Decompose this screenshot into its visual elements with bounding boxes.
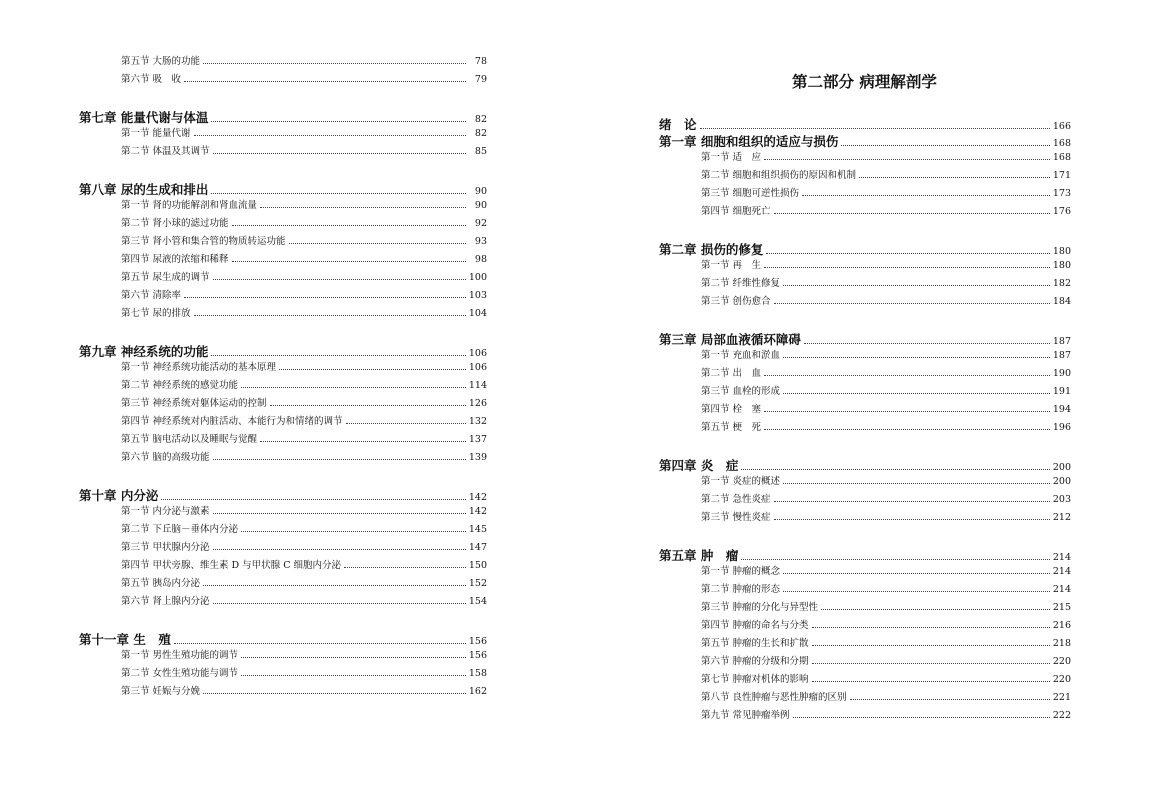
toc-entry-page: 187 bbox=[1052, 336, 1071, 347]
toc-section-entry bbox=[121, 397, 487, 410]
toc-entry-page: 142 bbox=[468, 492, 487, 503]
toc-entry-page: 168 bbox=[1052, 152, 1071, 163]
toc-entry-page: 196 bbox=[1052, 422, 1071, 433]
dot-leader bbox=[213, 513, 466, 514]
toc-entry-page: 78 bbox=[474, 56, 487, 67]
dot-leader bbox=[279, 369, 466, 370]
dot-leader bbox=[213, 459, 466, 460]
toc-section-entry bbox=[121, 271, 487, 284]
toc-section-entry bbox=[121, 307, 487, 320]
toc-entry-title: 第九章 神经系统的功能 bbox=[79, 344, 209, 359]
dot-leader bbox=[344, 567, 466, 568]
toc-entry-title: 第三节 肾小管和集合管的物质转运功能 bbox=[121, 236, 286, 247]
toc-entry-page: 106 bbox=[468, 362, 487, 373]
toc-entry-title: 第三章 局部血液循环障碍 bbox=[659, 332, 801, 347]
toc-section-entry bbox=[701, 475, 1071, 488]
toc-entry-title: 第一节 能量代谢 bbox=[121, 128, 191, 139]
dot-leader bbox=[213, 153, 466, 154]
toc-entry-title: 第五节 胰岛内分泌 bbox=[121, 578, 201, 589]
toc-entry-title: 第二节 肿瘤的形态 bbox=[701, 584, 781, 595]
toc-section-entry bbox=[701, 295, 1071, 308]
dot-leader bbox=[346, 423, 466, 424]
toc-section-entry bbox=[701, 637, 1071, 650]
dot-leader bbox=[203, 585, 466, 586]
toc-section-entry bbox=[701, 709, 1071, 722]
toc-section-entry bbox=[121, 577, 487, 590]
toc-entry-title: 第六节 肿瘤的分级和分期 bbox=[701, 656, 809, 667]
dot-leader bbox=[783, 357, 1050, 358]
dot-leader bbox=[194, 135, 466, 136]
toc-entry-title: 第四节 细胞死亡 bbox=[701, 206, 771, 217]
toc-entry-page: 139 bbox=[468, 452, 487, 463]
toc-entry-title: 第五节 梗 死 bbox=[701, 422, 762, 433]
toc-section-entry bbox=[701, 619, 1071, 632]
toc-section-entry bbox=[121, 289, 487, 302]
dot-leader bbox=[764, 429, 1050, 430]
toc-section-entry bbox=[701, 565, 1071, 578]
toc-entry-page: 171 bbox=[1052, 170, 1071, 181]
dot-leader bbox=[812, 681, 1050, 682]
toc-entry-page: 215 bbox=[1052, 602, 1071, 613]
toc-chapter-entry bbox=[79, 110, 487, 126]
toc-entry-title: 第六节 清除率 bbox=[121, 290, 182, 301]
toc-section-entry bbox=[701, 169, 1071, 182]
toc-section-entry bbox=[701, 259, 1071, 272]
toc-section-entry bbox=[121, 379, 487, 392]
toc-chapter-entry bbox=[659, 134, 1071, 150]
toc-entry-page: 79 bbox=[474, 74, 487, 85]
toc-entry-title: 第五节 脑电活动以及睡眠与觉醒 bbox=[121, 434, 258, 445]
dot-leader bbox=[774, 303, 1050, 304]
toc-section-entry bbox=[121, 685, 487, 698]
toc-section-entry bbox=[121, 541, 487, 554]
toc-section-entry bbox=[121, 451, 487, 464]
toc-entry-page: 106 bbox=[468, 348, 487, 359]
part-title: 第二部分 病理解剖学 bbox=[792, 72, 937, 91]
dot-leader bbox=[766, 253, 1050, 254]
toc-entry-page: 104 bbox=[468, 308, 487, 319]
toc-entry-title: 第三节 甲状腺内分泌 bbox=[121, 542, 210, 553]
toc-entry-title: 第二节 肾小球的滤过功能 bbox=[121, 218, 229, 229]
toc-entry-page: 176 bbox=[1052, 206, 1071, 217]
toc-entry-page: 147 bbox=[468, 542, 487, 553]
toc-entry-title: 第二节 急性炎症 bbox=[701, 494, 771, 505]
toc-entry-title: 第二节 纤维性修复 bbox=[701, 278, 781, 289]
toc-chapter-entry bbox=[659, 332, 1071, 348]
toc-section-entry bbox=[701, 403, 1071, 416]
toc-entry-title: 第二节 神经系统的感觉功能 bbox=[121, 380, 239, 391]
dot-leader bbox=[764, 267, 1050, 268]
dot-leader bbox=[232, 225, 466, 226]
toc-section-entry bbox=[701, 385, 1071, 398]
toc-section-entry bbox=[701, 367, 1071, 380]
dot-leader bbox=[161, 499, 466, 500]
toc-entry-page: 220 bbox=[1052, 656, 1071, 667]
toc-entry-page: 220 bbox=[1052, 674, 1071, 685]
toc-entry-page: 152 bbox=[468, 578, 487, 589]
toc-entry-title: 第四节 栓 塞 bbox=[701, 404, 762, 415]
toc-entry-page: 93 bbox=[474, 236, 487, 247]
dot-leader bbox=[241, 657, 466, 658]
toc-entry-title: 第一章 细胞和组织的适应与损伤 bbox=[659, 134, 839, 149]
toc-entry-title: 第九节 常见肿瘤举例 bbox=[701, 710, 790, 721]
toc-entry-page: 194 bbox=[1052, 404, 1071, 415]
dot-leader bbox=[211, 121, 466, 122]
dot-leader bbox=[194, 315, 466, 316]
dot-leader bbox=[774, 519, 1050, 520]
dot-leader bbox=[174, 643, 466, 644]
toc-entry-page: 132 bbox=[468, 416, 487, 427]
toc-section-entry bbox=[121, 667, 487, 680]
dot-leader bbox=[802, 195, 1050, 196]
toc-section-entry bbox=[121, 523, 487, 536]
dot-leader bbox=[213, 549, 466, 550]
toc-entry-title: 第三节 神经系统对躯体运动的控制 bbox=[121, 398, 267, 409]
toc-section-entry bbox=[121, 505, 487, 518]
toc-entry-page: 103 bbox=[468, 290, 487, 301]
toc-entry-title: 第十一章 生 殖 bbox=[79, 632, 171, 647]
toc-entry-title: 第二章 损伤的修复 bbox=[659, 242, 764, 257]
left-page bbox=[0, 0, 580, 794]
toc-section-entry bbox=[121, 595, 487, 608]
toc-entry-title: 第五节 尿生成的调节 bbox=[121, 272, 210, 283]
toc-entry-page: 85 bbox=[474, 146, 487, 157]
toc-entry-title: 第五节 大肠的功能 bbox=[121, 56, 201, 67]
toc-entry-page: 100 bbox=[468, 272, 487, 283]
toc-entry-title: 第七节 肿瘤对机体的影响 bbox=[701, 674, 809, 685]
toc-section-entry bbox=[701, 583, 1071, 596]
dot-leader bbox=[241, 675, 466, 676]
toc-entry-title: 第一节 充血和淤血 bbox=[701, 350, 781, 361]
toc-entry-title: 第三节 慢性炎症 bbox=[701, 512, 771, 523]
toc-entry-page: 200 bbox=[1052, 462, 1071, 473]
toc-entry-page: 154 bbox=[468, 596, 487, 607]
dot-leader bbox=[211, 355, 466, 356]
toc-entry-title: 第一节 肿瘤的概念 bbox=[701, 566, 781, 577]
toc-entry-title: 第四章 炎 症 bbox=[659, 458, 739, 473]
toc-section-entry bbox=[121, 433, 487, 446]
toc-section-entry bbox=[121, 127, 487, 140]
toc-entry-page: 212 bbox=[1052, 512, 1071, 523]
toc-chapter-entry bbox=[659, 242, 1071, 258]
toc-entry-page: 200 bbox=[1052, 476, 1071, 487]
toc-entry-page: 221 bbox=[1052, 692, 1071, 703]
toc-entry-page: 150 bbox=[468, 560, 487, 571]
toc-entry-page: 173 bbox=[1052, 188, 1071, 199]
toc-entry-page: 137 bbox=[468, 434, 487, 445]
toc-entry-title: 第三节 细胞可逆性损伤 bbox=[701, 188, 800, 199]
toc-section-entry bbox=[121, 199, 487, 212]
toc-chapter-entry bbox=[79, 632, 487, 648]
toc-entry-page: 158 bbox=[468, 668, 487, 679]
toc-entry-title: 第六节 吸 收 bbox=[121, 74, 182, 85]
toc-entry-title: 第十章 内分泌 bbox=[79, 488, 159, 503]
toc-entry-page: 180 bbox=[1052, 246, 1071, 257]
dot-leader bbox=[232, 261, 466, 262]
toc-entry-page: 182 bbox=[1052, 278, 1071, 289]
toc-entry-page: 214 bbox=[1052, 552, 1071, 563]
dot-leader bbox=[203, 63, 466, 64]
toc-entry-title: 第二节 女性生殖功能与调节 bbox=[121, 668, 239, 679]
toc-entry-page: 190 bbox=[1052, 368, 1071, 379]
toc-section-entry bbox=[121, 235, 487, 248]
toc-entry-title: 第六节 肾上腺内分泌 bbox=[121, 596, 210, 607]
toc-entry-title: 第二节 体温及其调节 bbox=[121, 146, 210, 157]
dot-leader bbox=[213, 279, 466, 280]
toc-entry-page: 98 bbox=[474, 254, 487, 265]
toc-entry-page: 203 bbox=[1052, 494, 1071, 505]
toc-entry-title: 第三节 肿瘤的分化与异型性 bbox=[701, 602, 819, 613]
toc-section-entry bbox=[701, 187, 1071, 200]
toc-entry-title: 第五节 肿瘤的生长和扩散 bbox=[701, 638, 809, 649]
toc-entry-title: 第二节 出 血 bbox=[701, 368, 762, 379]
toc-entry-title: 第四节 神经系统对内脏活动、本能行为和情绪的调节 bbox=[121, 416, 343, 427]
dot-leader bbox=[859, 177, 1050, 178]
dot-leader bbox=[741, 559, 1050, 560]
dot-leader bbox=[812, 627, 1050, 628]
toc-section-entry bbox=[701, 655, 1071, 668]
toc-entry-page: 216 bbox=[1052, 620, 1071, 631]
dot-leader bbox=[700, 128, 1050, 129]
toc-entry-page: 145 bbox=[468, 524, 487, 535]
dot-leader bbox=[783, 591, 1050, 592]
dot-leader bbox=[812, 645, 1050, 646]
toc-entry-title: 第三节 血栓的形成 bbox=[701, 386, 781, 397]
toc-entry-page: 126 bbox=[468, 398, 487, 409]
toc-section-entry bbox=[701, 205, 1071, 218]
toc-section-entry bbox=[121, 217, 487, 230]
toc-entry-title: 第三节 妊娠与分娩 bbox=[121, 686, 201, 697]
toc-entry-title: 第七节 尿的排放 bbox=[121, 308, 191, 319]
dot-leader bbox=[260, 207, 466, 208]
dot-leader bbox=[260, 441, 466, 442]
toc-entry-page: 214 bbox=[1052, 566, 1071, 577]
dot-leader bbox=[211, 193, 466, 194]
dot-leader bbox=[774, 501, 1050, 502]
toc-section-entry bbox=[121, 73, 487, 86]
dot-leader bbox=[783, 573, 1050, 574]
toc-section-entry bbox=[701, 601, 1071, 614]
toc-section-entry bbox=[121, 559, 487, 572]
toc-chapter-entry bbox=[659, 548, 1071, 564]
toc-entry-page: 214 bbox=[1052, 584, 1071, 595]
toc-section-entry bbox=[121, 145, 487, 158]
dot-leader bbox=[783, 285, 1050, 286]
toc-chapter-entry bbox=[79, 344, 487, 360]
toc-entry-page: 156 bbox=[468, 650, 487, 661]
toc-chapter-entry bbox=[659, 117, 1071, 133]
toc-section-entry bbox=[701, 277, 1071, 290]
toc-section-entry bbox=[121, 415, 487, 428]
dot-leader bbox=[783, 393, 1050, 394]
right-page bbox=[582, 0, 1163, 794]
toc-entry-title: 第八章 尿的生成和排出 bbox=[79, 182, 209, 197]
toc-entry-page: 184 bbox=[1052, 296, 1071, 307]
dot-leader bbox=[289, 243, 466, 244]
toc-entry-page: 90 bbox=[474, 186, 487, 197]
dot-leader bbox=[184, 297, 466, 298]
dot-leader bbox=[783, 483, 1050, 484]
toc-section-entry bbox=[121, 649, 487, 662]
toc-entry-title: 第一节 神经系统功能活动的基本原理 bbox=[121, 362, 277, 373]
toc-entry-title: 第六节 脑的高级功能 bbox=[121, 452, 210, 463]
toc-entry-page: 222 bbox=[1052, 710, 1071, 721]
toc-entry-title: 第一节 男性生殖功能的调节 bbox=[121, 650, 239, 661]
dot-leader bbox=[841, 145, 1050, 146]
toc-section-entry bbox=[121, 253, 487, 266]
toc-entry-page: 82 bbox=[474, 114, 487, 125]
dot-leader bbox=[270, 405, 466, 406]
toc-section-entry bbox=[701, 511, 1071, 524]
toc-section-entry bbox=[701, 673, 1071, 686]
toc-chapter-entry bbox=[79, 182, 487, 198]
toc-entry-title: 绪 论 bbox=[659, 117, 697, 132]
dot-leader bbox=[741, 469, 1050, 470]
dot-leader bbox=[821, 609, 1050, 610]
dot-leader bbox=[764, 159, 1050, 160]
toc-entry-page: 162 bbox=[468, 686, 487, 697]
dot-leader bbox=[764, 411, 1050, 412]
toc-entry-title: 第二节 下丘脑－垂体内分泌 bbox=[121, 524, 239, 535]
toc-entry-page: 82 bbox=[474, 128, 487, 139]
toc-entry-page: 142 bbox=[468, 506, 487, 517]
toc-entry-title: 第三节 创伤愈合 bbox=[701, 296, 771, 307]
toc-entry-title: 第一节 炎症的概述 bbox=[701, 476, 781, 487]
toc-entry-page: 166 bbox=[1052, 121, 1071, 132]
toc-section-entry bbox=[121, 361, 487, 374]
toc-entry-title: 第四节 甲状旁腺、维生素 D 与甲状腺 C 细胞内分泌 bbox=[121, 560, 341, 571]
toc-entry-page: 156 bbox=[468, 636, 487, 647]
toc-entry-page: 168 bbox=[1052, 138, 1071, 149]
toc-section-entry bbox=[701, 151, 1071, 164]
toc-entry-title: 第四节 尿液的浓缩和稀释 bbox=[121, 254, 229, 265]
toc-entry-title: 第二节 细胞和组织损伤的原因和机制 bbox=[701, 170, 857, 181]
dot-leader bbox=[793, 717, 1050, 718]
dot-leader bbox=[241, 531, 466, 532]
toc-entry-title: 第一节 肾的功能解剖和肾血流量 bbox=[121, 200, 258, 211]
toc-entry-title: 第八节 良性肿瘤与恶性肿瘤的区别 bbox=[701, 692, 847, 703]
toc-entry-title: 第四节 肿瘤的命名与分类 bbox=[701, 620, 809, 631]
toc-entry-page: 180 bbox=[1052, 260, 1071, 271]
dot-leader bbox=[184, 81, 466, 82]
toc-section-entry bbox=[701, 691, 1071, 704]
toc-entry-page: 90 bbox=[474, 200, 487, 211]
toc-section-entry bbox=[701, 349, 1071, 362]
dot-leader bbox=[241, 387, 466, 388]
dot-leader bbox=[850, 699, 1050, 700]
dot-leader bbox=[774, 213, 1050, 214]
toc-entry-page: 92 bbox=[474, 218, 487, 229]
toc-entry-title: 第七章 能量代谢与体温 bbox=[79, 110, 209, 125]
toc-entry-page: 191 bbox=[1052, 386, 1071, 397]
dot-leader bbox=[812, 663, 1050, 664]
toc-chapter-entry bbox=[79, 488, 487, 504]
toc-entry-page: 218 bbox=[1052, 638, 1071, 649]
toc-entry-title: 第五章 肿 瘤 bbox=[659, 548, 739, 563]
toc-section-entry bbox=[701, 493, 1071, 506]
dot-leader bbox=[764, 375, 1050, 376]
dot-leader bbox=[804, 343, 1050, 344]
toc-entry-title: 第一节 再 生 bbox=[701, 260, 762, 271]
dot-leader bbox=[213, 603, 466, 604]
dot-leader bbox=[203, 693, 466, 694]
toc-section-entry bbox=[701, 421, 1071, 434]
toc-entry-title: 第一节 内分泌与激素 bbox=[121, 506, 210, 517]
toc-entry-title: 第一节 适 应 bbox=[701, 152, 762, 163]
toc-entry-page: 114 bbox=[468, 380, 487, 391]
toc-chapter-entry bbox=[659, 458, 1071, 474]
toc-section-entry bbox=[121, 55, 487, 68]
toc-entry-page: 187 bbox=[1052, 350, 1071, 361]
